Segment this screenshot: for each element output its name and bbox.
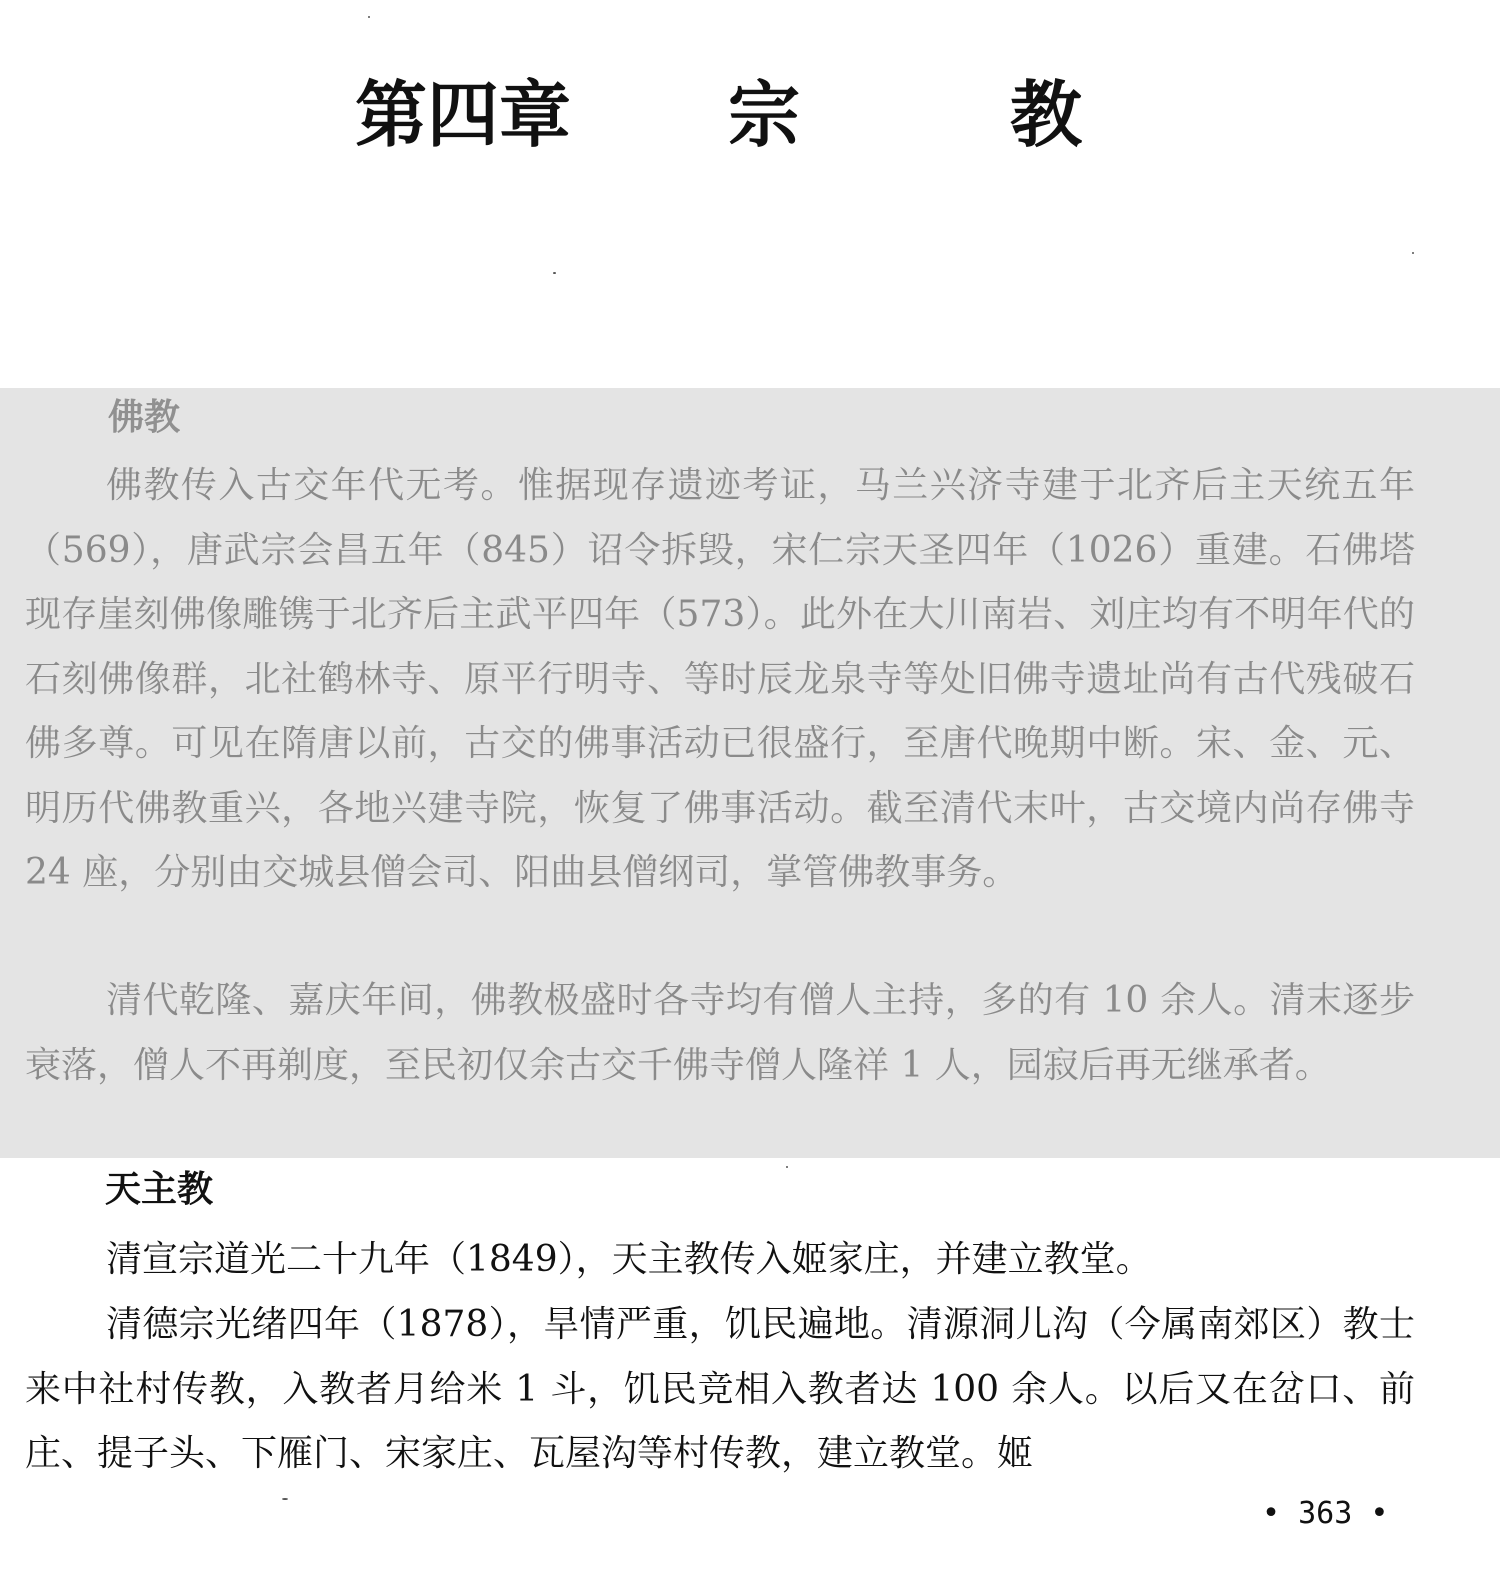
chapter-title-char-1: 宗 bbox=[728, 73, 801, 157]
section-heading-buddhism: 佛教 bbox=[108, 397, 181, 438]
catholicism-paragraph-1: 清宣宗道光二十九年（1849），天主教传入姬家庄，并建立教堂。 bbox=[106, 1239, 1152, 1280]
page-number: • 363 • bbox=[1262, 1496, 1389, 1531]
buddhism-paragraph-2: 清代乾隆、嘉庆年间，佛教极盛时各寺均有僧人主持，多的有 10 余人。清末逐步衰落，僧人不再剃度，至民初仅余古交千佛寺僧人隆祥 1 人，园寂后再无继承者。 bbox=[25, 980, 1415, 1086]
chapter-number: 第四章 bbox=[355, 73, 572, 157]
scan-speck bbox=[368, 16, 370, 18]
section-heading-catholicism: 天主教 bbox=[105, 1169, 214, 1210]
scan-speck bbox=[786, 1166, 788, 1168]
scan-speck bbox=[282, 1498, 288, 1500]
chapter-title bbox=[0, 70, 1500, 160]
scan-speck bbox=[553, 272, 556, 274]
buddhism-paragraph-1: 佛教传入古交年代无考。惟据现存遗迹考证，马兰兴济寺建于北齐后主天统五年（569），唐武宗会昌五年（845）诏令拆毁，宋仁宗天圣四年（1026）重建。石佛塔现存崖刻佛像雕镌于北齐后主武平四年（573）。此外在大川南岩、刘庄均有不明年代的石刻佛像群，北社鹤林寺、原平行明寺、等时辰龙泉寺等处旧佛寺遗址尚有古代残破石佛多尊。可见在隋唐以前，古交的佛事活动已很盛行，至唐代晚期中断。宋、金、元、明历代佛教重兴，各地兴建寺院，恢复了佛事活动。截至清代末叶，古交境内尚存佛寺 24 座，分别由交城县僧会司、阳曲县僧纲司，掌管佛教事务。 bbox=[25, 465, 1415, 893]
chapter-title-char-2: 教 bbox=[1010, 73, 1083, 157]
catholicism-paragraph-2: 清德宗光绪四年（1878），旱情严重，饥民遍地。清源洞儿沟（今属南郊区）教士来中社村传教，入教者月给米 1 斗，饥民竞相入教者达 100 余人。以后又在岔口、前庄、提子头、下雁门、宋家庄、瓦屋沟等村传教，建立教堂。姬 bbox=[25, 1304, 1415, 1474]
scan-speck bbox=[1412, 252, 1414, 254]
